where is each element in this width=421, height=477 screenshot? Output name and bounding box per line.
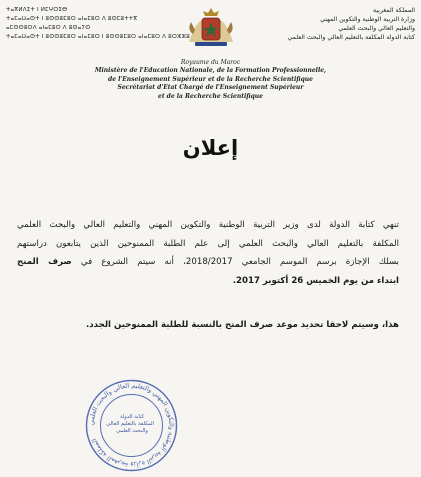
header-arabic <box>255 6 415 42</box>
stamp-line: والبحث العلمي <box>116 428 148 434</box>
header-tifinagh <box>6 6 190 42</box>
tifinagh-line: ⵜⴰⵎⴰⵡⴰⵙⵜ ⵏ ⵓⵙⵙⵓⵎⵓⵔ ⴰⵏⴰⵎⵓⵔ ⴷ ⵓⵙⵎⵓⵜⵜⴳ <box>6 16 138 22</box>
announcement-paragraph-1 <box>17 216 399 290</box>
stamp-line: كتابة الدولة <box>119 414 145 420</box>
fr-line-secretariat: Secrétariat d'Etat Chargé de l'Enseignement Supérieur <box>117 84 304 92</box>
stamp-ring-text: المملكة المغربية وزارة التربية الوطنية والتكوين المهني والتعليم العالي والبحث العلمي <box>87 381 176 470</box>
fr-line-kingdom: Royaume du Maroc <box>180 59 241 66</box>
paragraph-line <box>17 253 399 272</box>
paragraph-date-line: ابتداء من يوم الخميس 26 أكتوبر 2017. <box>232 275 399 286</box>
fr-line-ministry: Ministère de l'Education Nationale, de la Formation Professionnelle, <box>94 67 327 75</box>
fr-line-research: et de la Recherche Scientifique <box>158 92 263 100</box>
paragraph-note-line: هذا، وسيتم لاحقا تحديد موعد صرف المنح بالنسبة للطلبة الممنوحين الجدد. <box>85 320 399 330</box>
arabic-line: والتعليم العالي والبحث العلمي <box>338 25 415 32</box>
paragraph-line: المكلفة بالتعليم العالي والبحث العلمي إلى علم الطلبة الممنوحين الذين يتابعون دراستهم <box>17 238 399 249</box>
french-ministry-block <box>60 59 361 101</box>
tifinagh-line: ⵜⴰⵎⴰⵡⴰⵙⵜ ⵏ ⵓⵙⵙⵓⵎⵓⵔ ⴰⵏⴰⵎⵓⵔ ⵏ ⵓⵙⵙⵓⵎⵓⵔ ⴰⵏⴰⵎⵓⵔ ⴷ ⵓⵔⵣⵣⵓ <box>6 34 190 40</box>
paragraph-line <box>17 272 399 291</box>
stamp-center-text <box>106 414 154 435</box>
fr-line-higher-ed: de l'Enseignement Supérieur et de la Recherche Scientifique <box>108 75 313 83</box>
paragraph-line: تنهي كتابة الدولة لدى وزير التربية الوطنية والتكوين المهني والتعليم العالي والبحث العلمي <box>17 220 399 230</box>
tifinagh-line: ⵜⴰⴳⵍⴷⵉⵜ ⵏ ⵍⵎⵖⵔⵉⴱ <box>6 7 68 13</box>
tifinagh-line: ⴰⵎⵙⵙⵓⵔⴷ ⴰⵏⴰⵎⵓⵔ ⴷ ⵓⵙⴰⵢⵙ <box>6 25 91 31</box>
coat-of-arms-icon <box>183 4 239 50</box>
arabic-line: المملكة المغربية <box>373 7 415 14</box>
paragraph-emphasis: صرف المنح <box>17 257 72 267</box>
stamp-line: المكلفة بالتعليم العالي <box>106 421 154 427</box>
arabic-line: وزارة التربية الوطنية والتكوين المهني <box>320 16 415 23</box>
paragraph-line-text: بسلك الإجازة برسم الموسم الجامعي 2018/2017، أنه سيتم الشروع في <box>80 257 399 267</box>
announcement-paragraph-2 <box>17 316 399 335</box>
arabic-line: كتابة الدولة المكلفة بالتعليم العالي والبحث العلمي <box>287 34 415 41</box>
announcement-title: إعلان <box>182 136 239 160</box>
paragraph-line <box>17 316 399 335</box>
